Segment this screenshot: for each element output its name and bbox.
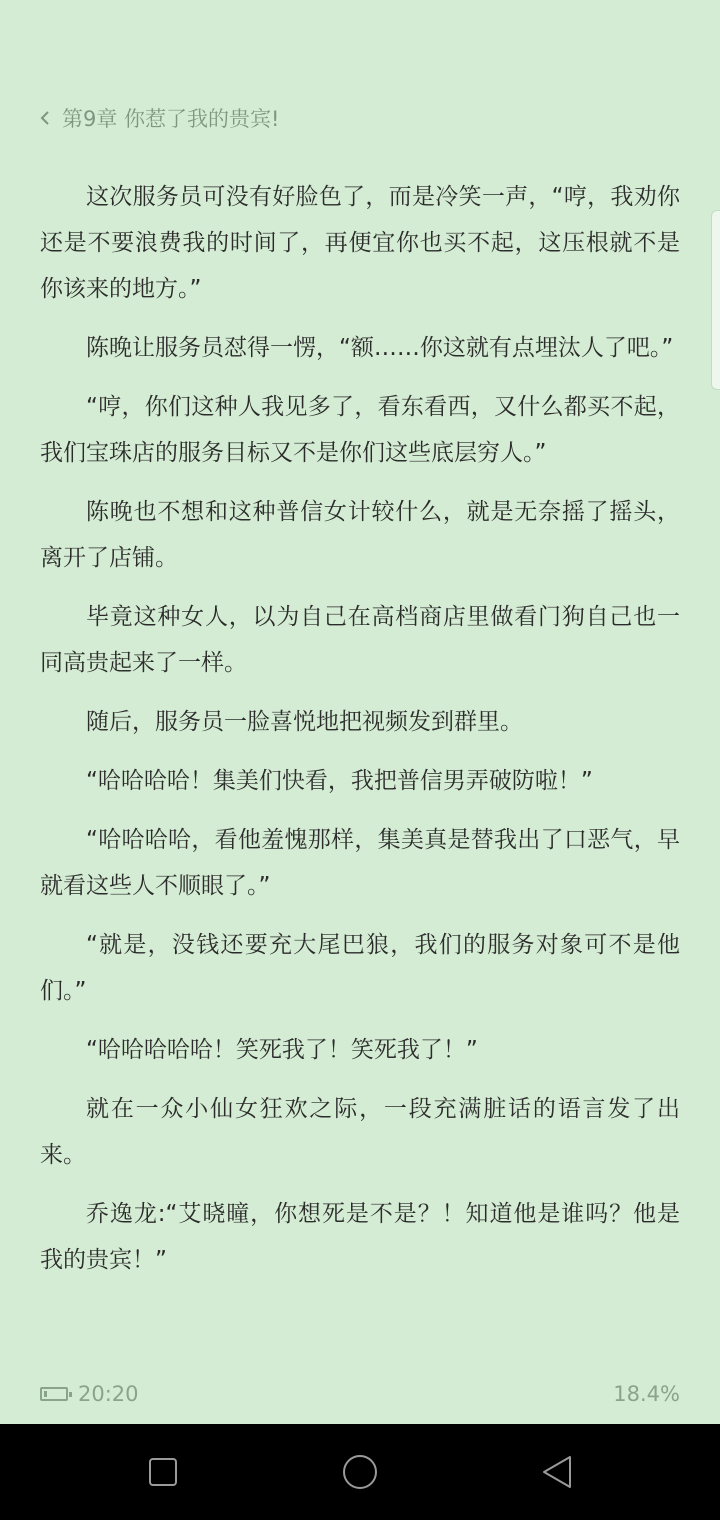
square-icon[interactable] <box>143 1452 183 1492</box>
paragraph: “就是，没钱还要充大尾巴狼，我们的服务对象可不是他们。” <box>40 932 680 1004</box>
paragraph: 乔逸龙:“艾晓曈，你想死是不是？！知道他是谁吗？他是我的贵宾！” <box>40 1201 680 1273</box>
paragraph: 就在一众小仙女狂欢之际，一段充满脏话的语言发了出来。 <box>40 1096 680 1168</box>
system-navigation-bar <box>0 1424 720 1520</box>
scroll-handle[interactable] <box>711 210 720 390</box>
paragraph: “哈哈哈哈哈！笑死我了！笑死我了！” <box>86 1037 478 1063</box>
battery-fill <box>44 1391 47 1397</box>
reading-progress: 18.4% <box>613 1382 680 1406</box>
paragraph: 这次服务员可没有好脸色了，而是冷笑一声，“哼，我劝你还是不要浪费我的时间了，再便宜你也买不起，这压根就不是你该来的地方。” <box>40 184 680 302</box>
chevron-left-icon[interactable] <box>36 108 54 128</box>
paragraph: 随后，服务员一脸喜悦地把视频发到群里。 <box>86 709 523 735</box>
triangle-back-icon[interactable] <box>537 1452 577 1492</box>
paragraph: “哈哈哈哈，看他羞愧那样，集美真是替我出了口恶气，早就看这些人不顺眼了。” <box>40 827 680 899</box>
circle-icon[interactable] <box>340 1452 380 1492</box>
paragraph: 陈晚也不想和这种普信女计较什么，就是无奈摇了摇头，离开了店铺。 <box>40 499 680 571</box>
chapter-header[interactable] <box>36 100 279 136</box>
paragraph: “哈哈哈哈！集美们快看，我把普信男弄破防啦！” <box>86 768 593 794</box>
battery-icon <box>40 1387 68 1401</box>
clock-time: 20:20 <box>78 1382 139 1406</box>
paragraph: “哼，你们这种人我见多了，看东看西，又什么都买不起，我们宝珠店的服务目标又不是你们这些底层穷人。” <box>40 394 680 466</box>
chapter-title: 第9章 你惹了我的贵宾! <box>62 107 280 131</box>
chapter-content <box>40 174 680 1296</box>
paragraph: 毕竟这种女人，以为自己在高档商店里做看门狗自己也一同高贵起来了一样。 <box>40 604 680 676</box>
paragraph: 陈晚让服务员怼得一愣，“额……你这就有点埋汰人了吧。” <box>86 335 674 361</box>
reader-footer <box>40 1378 680 1410</box>
